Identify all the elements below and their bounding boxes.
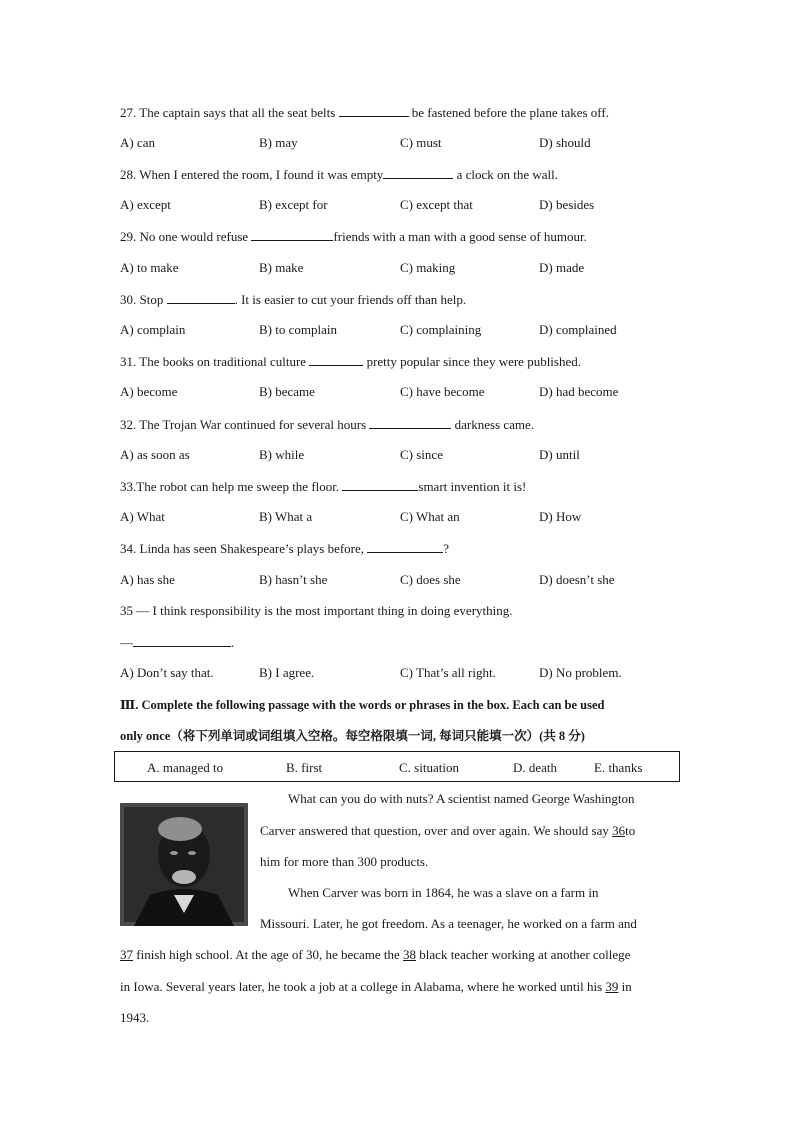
option-c: C) What an	[400, 509, 460, 524]
question-stem: 30. Stop	[120, 292, 164, 307]
passage-text: in	[621, 979, 632, 994]
option-a: A) as soon as	[120, 447, 190, 462]
passage-text: finish high school. At the age of 30, he became the	[136, 947, 400, 962]
question-stem: 28. When I entered the room, I found it was empty	[120, 167, 384, 182]
option-a: A) become	[120, 384, 178, 399]
answer-blank	[251, 228, 333, 241]
question-stem: 29. No one would refuse	[120, 229, 249, 244]
option-b: B) except for	[259, 197, 328, 212]
word-option-e: E. thanks	[594, 760, 643, 775]
question-stem: 34. Linda has seen Shakespeare’s plays before,	[120, 541, 365, 556]
option-a: A) What	[120, 509, 165, 524]
question-stem: 27. The captain says that all the seat belts	[120, 105, 336, 120]
question-stem-end: ?	[443, 541, 450, 556]
option-b: B) make	[259, 260, 304, 275]
option-d: D) until	[539, 447, 580, 462]
option-d: D) No problem.	[539, 665, 622, 680]
option-b: B) while	[259, 447, 305, 462]
portrait-image	[120, 803, 248, 926]
question-stem: 32. The Trojan War continued for several hours	[120, 417, 367, 432]
option-d: D) made	[539, 260, 585, 275]
answer-blank	[133, 634, 231, 647]
option-d: D) had become	[539, 384, 619, 399]
option-d: D) besides	[539, 197, 595, 212]
option-c: C) have become	[400, 384, 485, 399]
option-b: B) What a	[259, 509, 313, 524]
question-31	[120, 353, 581, 370]
question-stem-end: pretty popular since they were published.	[366, 354, 581, 369]
word-box	[114, 751, 680, 782]
question-28	[120, 166, 558, 183]
option-d: D) should	[539, 135, 591, 150]
passage-text: Carver answered that question, over and over again. We should say	[260, 823, 609, 838]
passage-line-6	[120, 947, 674, 963]
option-d: D) How	[539, 509, 582, 524]
option-b: B) became	[259, 384, 315, 399]
option-b: B) hasn’t she	[259, 572, 328, 587]
question-34	[120, 540, 449, 557]
passage-line-3: him for more than 300 products.	[260, 854, 429, 869]
section-3-instructions: only once（将下列单词或词组填入空格。每空格限填一词, 每词只能填一次）(共 8 分)	[120, 729, 585, 743]
option-a: A) except	[120, 197, 171, 212]
blank-37: 37	[120, 947, 133, 962]
passage-text: in Iowa. Several years later, he took a job at a college in Alabama, where he worked until his	[120, 979, 603, 994]
option-a: A) to make	[120, 260, 179, 275]
blank-39: 39	[605, 979, 619, 994]
question-stem-end: be fastened before the plane takes off.	[411, 105, 609, 120]
portrait-photo	[120, 803, 248, 926]
question-32	[120, 416, 534, 433]
blank-38: 38	[403, 947, 417, 962]
question-35	[120, 603, 513, 619]
option-b: B) to complain	[259, 322, 337, 337]
option-c: C) That’s all right.	[400, 665, 496, 680]
option-a: A) complain	[120, 322, 186, 337]
passage-line-1: What can you do with nuts? A scientist named George Washington	[288, 791, 635, 806]
reply-dash: —	[120, 635, 133, 650]
passage-line-7	[120, 979, 674, 995]
question-29	[120, 228, 587, 245]
passage-text: to	[625, 823, 636, 838]
question-stem-end: smart invention it is!	[418, 479, 527, 494]
passage-line-4: When Carver was born in 1864, he was a slave on a farm in	[288, 885, 599, 900]
passage-line-2	[260, 823, 674, 839]
option-a: A) has she	[120, 572, 175, 587]
word-option-b: B. first	[286, 760, 323, 775]
word-option-a: A. managed to	[147, 760, 224, 775]
section-3-heading: Ⅲ. Complete the following passage with the words or phrases in the box. Each can be used	[120, 698, 605, 712]
option-b: B) I agree.	[259, 665, 315, 680]
option-c: C) must	[400, 135, 442, 150]
passage-line-5: Missouri. Later, he got freedom. As a teenager, he worked on a farm and	[260, 916, 637, 931]
reply-end: .	[231, 635, 235, 650]
question-stem-end: darkness came.	[454, 417, 535, 432]
answer-blank	[309, 353, 363, 366]
option-a: A) can	[120, 135, 156, 150]
passage-text: black teacher working at another college	[419, 947, 631, 962]
answer-blank	[383, 166, 453, 179]
option-d: D) complained	[539, 322, 617, 337]
option-c: C) making	[400, 260, 456, 275]
question-stem: 35 — I think responsibility is the most important thing in doing everything.	[120, 603, 513, 618]
question-27	[120, 104, 609, 121]
question-stem: 33.The robot can help me sweep the floor.	[120, 479, 340, 494]
passage-line-8: 1943.	[120, 1010, 150, 1025]
word-option-d: D. death	[513, 760, 558, 775]
question-stem: 31. The books on traditional culture	[120, 354, 307, 369]
question-33	[120, 478, 526, 495]
option-c: C) except that	[400, 197, 473, 212]
option-b: B) may	[259, 135, 298, 150]
option-a: A) Don’t say that.	[120, 665, 214, 680]
answer-blank	[167, 291, 235, 304]
answer-blank	[342, 478, 418, 491]
answer-blank	[367, 540, 443, 553]
option-c: C) since	[400, 447, 443, 462]
option-c: C) complaining	[400, 322, 482, 337]
answer-blank	[339, 104, 409, 117]
option-c: C) does she	[400, 572, 461, 587]
word-option-c: C. situation	[399, 760, 459, 775]
question-stem-end: . It is easier to cut your friends off than help.	[234, 292, 467, 307]
question-30	[120, 291, 466, 308]
question-stem-end: friends with a man with a good sense of humour.	[333, 229, 587, 244]
reply-line	[120, 634, 234, 651]
answer-blank	[369, 416, 451, 429]
blank-36: 36	[612, 823, 626, 838]
option-d: D) doesn’t she	[539, 572, 615, 587]
question-stem-end: a clock on the wall.	[456, 167, 558, 182]
